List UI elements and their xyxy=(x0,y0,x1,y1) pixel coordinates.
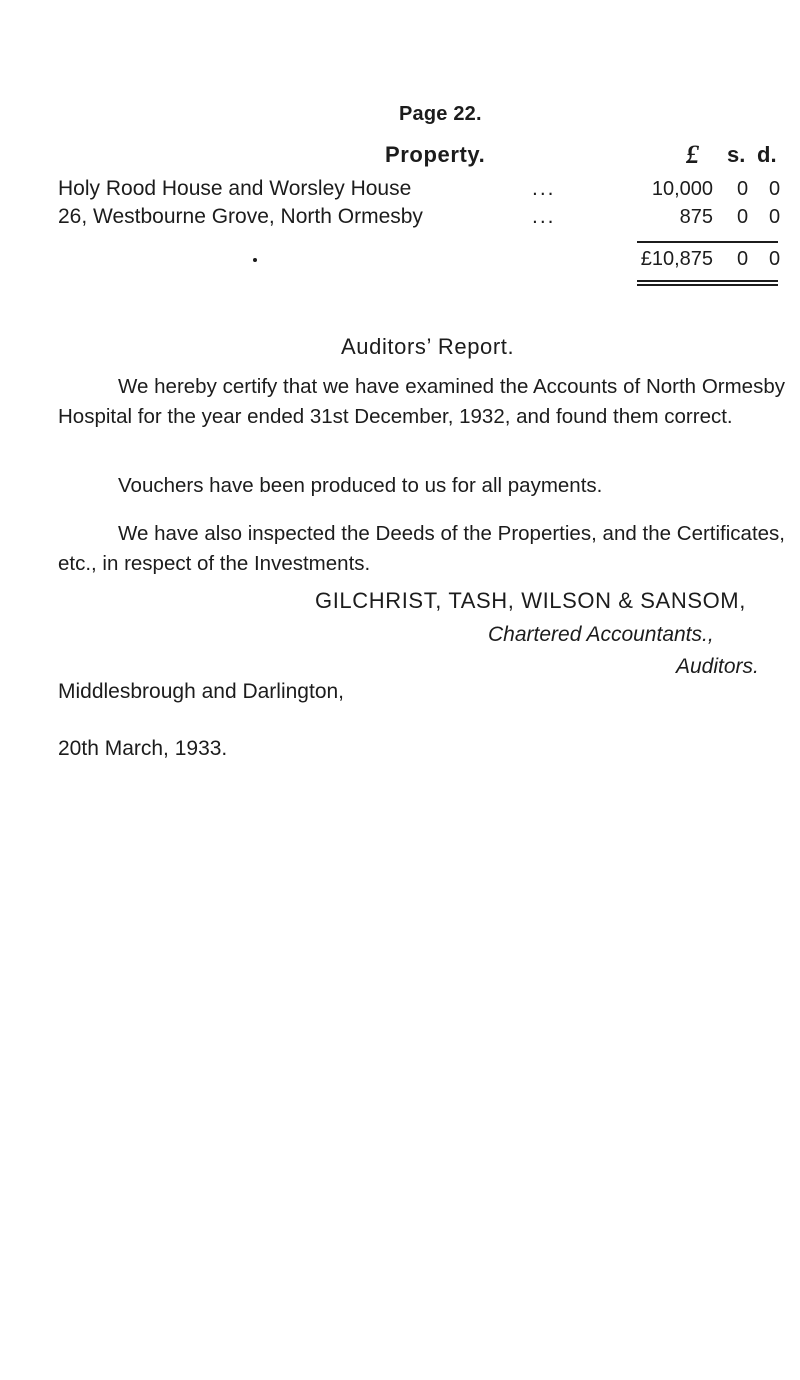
report-title: Auditors’ Report. xyxy=(341,334,515,359)
page-number: Page 22. xyxy=(399,103,482,125)
subtotal-rule xyxy=(637,241,778,243)
report-place: Middlesbrough and Darlington, xyxy=(58,680,345,703)
property-row-description: Holy Rood House and Worsley House xyxy=(58,177,412,200)
dot-leader: ... xyxy=(532,177,556,200)
report-paragraph: We have also inspected the Deeds of the Properties, and the Certificates, etc., in respect of the Investments. xyxy=(58,522,785,575)
property-row-shillings: 0 xyxy=(737,178,749,200)
report-paragraph: We hereby certify that we have examined the Accounts of North Ormesby Hospital for the year ended 31st December, 1932, and found them correct. xyxy=(58,375,785,428)
pounds-column-header: £ xyxy=(686,140,699,169)
signatory-role: Auditors. xyxy=(676,655,759,678)
property-row-shillings: 0 xyxy=(737,206,749,228)
total-pence: 0 xyxy=(769,248,781,270)
signatory-name: GILCHRIST, TASH, WILSON & SANSOM, xyxy=(315,588,746,613)
property-row-pence: 0 xyxy=(769,206,781,228)
total-double-rule-bottom xyxy=(637,284,778,286)
pence-column-header: d. xyxy=(757,142,777,167)
property-row-pence: 0 xyxy=(769,178,781,200)
shillings-column-header: s. xyxy=(727,142,746,167)
stray-mark xyxy=(253,258,257,262)
signatory-designation: Chartered Accountants., xyxy=(488,623,714,646)
report-date: 20th March, 1933. xyxy=(58,737,228,760)
total-double-rule-top xyxy=(637,280,778,282)
property-row-pounds: 10,000 xyxy=(651,178,713,200)
report-paragraph: Vouchers have been produced to us for all payments. xyxy=(118,474,603,497)
total-shillings: 0 xyxy=(737,248,749,270)
property-row-pounds: 875 xyxy=(679,206,713,228)
dot-leader: ... xyxy=(532,205,556,228)
property-row-description: 26, Westbourne Grove, North Ormesby xyxy=(58,205,423,228)
property-heading: Property. xyxy=(385,142,486,167)
total-pounds: £10,875 xyxy=(640,248,713,270)
